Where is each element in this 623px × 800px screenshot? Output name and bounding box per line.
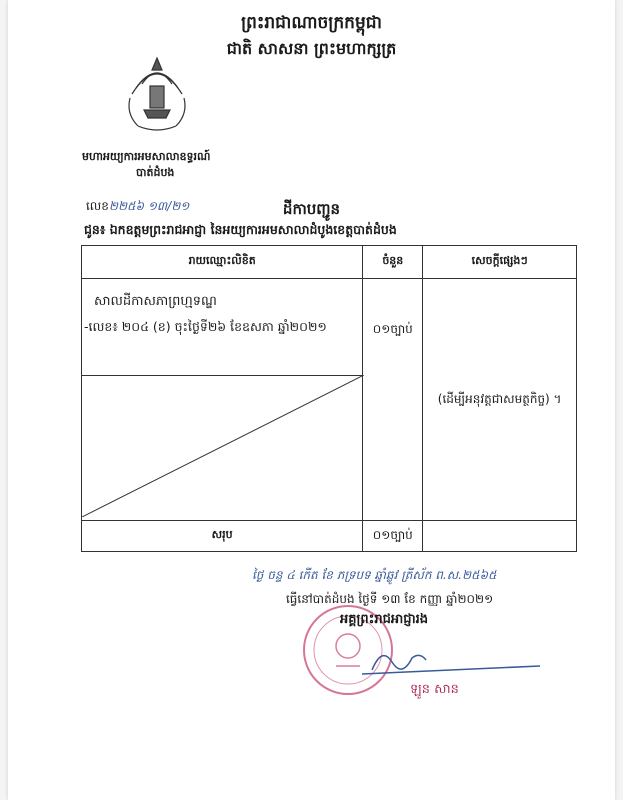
total-remark-empty: [423, 521, 577, 552]
col-header-qty: ចំនួន: [363, 246, 423, 279]
table-header-row: [82, 246, 577, 279]
item-name: សាលដីកាសភាព្រហ្មទណ្ឌ: [94, 294, 217, 309]
royal-emblem-icon: [122, 54, 192, 136]
col-header-remark: សេចក្តីផ្សេងៗ: [423, 246, 577, 279]
lunar-date: ថ្ងៃ ចន្ទ ៤ កើត ខែ ភទ្របទ ឆ្នាំឆ្លូវ ត្រីស័ក ព.ស.២៥៦៥: [252, 568, 497, 582]
document-title: ដីកាបញ្ជូន: [282, 200, 341, 218]
total-label: សរុប: [82, 521, 363, 552]
signature-icon: [362, 640, 542, 680]
void-diagonal-line: [82, 375, 364, 517]
items-table: [81, 245, 577, 552]
item-remark: (ដើម្បីអនុវត្តជាសមត្ថកិច្ច) ។: [423, 279, 577, 521]
sender-org-name: មហាអយ្យការអមសាលាឧទ្ធរណ៍: [82, 150, 211, 163]
signer-title: អគ្គព្រះរាជអាជ្ញារង: [340, 612, 428, 627]
national-motto: ជាតិ សាសនា ព្រះមហាក្សត្រ: [226, 39, 397, 58]
item-cell: [82, 279, 363, 521]
item-description: -លេខ៖ ២០៤ (ខ) ចុះថ្ងៃទី២៦ ខែឧសភា ឆ្នាំ២០២១: [84, 319, 327, 334]
reference-prefix: លេខ: [86, 199, 109, 213]
reference-value: ២២៥៦ ១៣/២១: [108, 199, 190, 213]
total-quantity: ០១ច្បាប់: [363, 521, 423, 552]
item-quantity: ០១ច្បាប់: [363, 279, 423, 521]
total-row: [82, 521, 577, 552]
recipient-line: ជូន៖ ឯកឧត្តមព្រះរាជអាជ្ញា នៃអយ្យការអមសាលាដំបូងខេត្តបាត់ដំបង: [84, 222, 397, 237]
signer-name: ឡូន សាន: [410, 682, 459, 697]
issue-date: ធ្វើនៅបាត់ដំបង ថ្ងៃទី ១៣ ខែ កញ្ញា ឆ្នាំ២០២១: [286, 592, 494, 606]
col-header-item: រាយឈ្មោះលិខិត: [82, 246, 363, 279]
table-row: [82, 279, 577, 521]
sender-org-city: បាត់ដំបង: [136, 166, 175, 179]
kingdom-heading: ព្រះរាជាណាចក្រកម្ពុជា: [241, 13, 382, 33]
